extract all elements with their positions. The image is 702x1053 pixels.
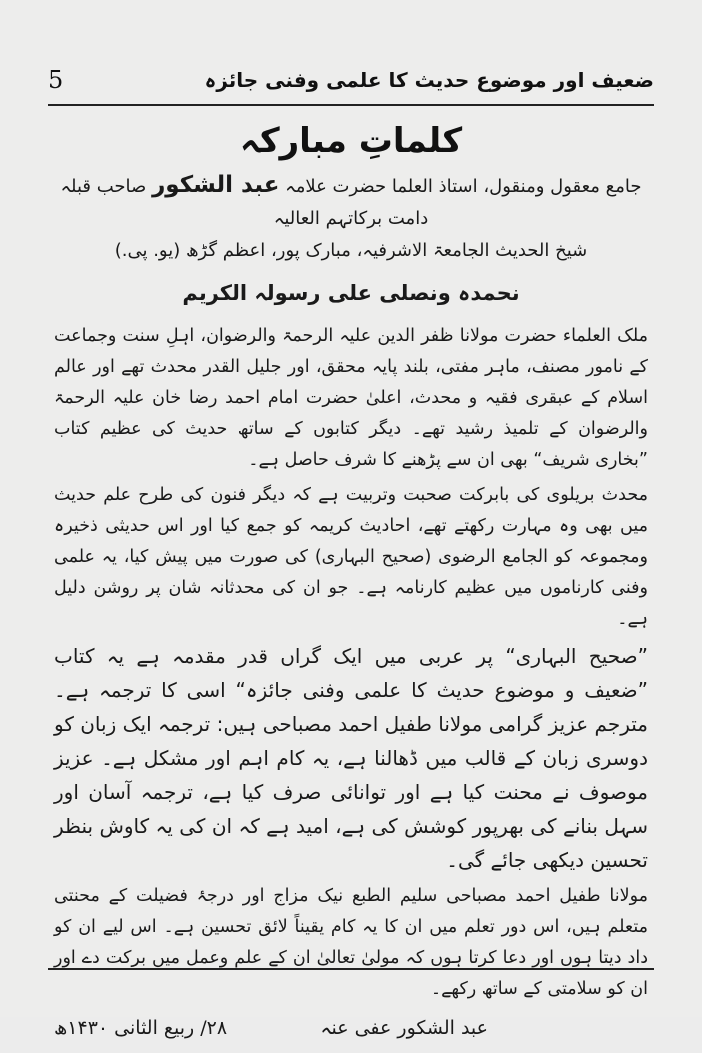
byline-name: عبد الشکور: [152, 172, 280, 198]
header-rule: [48, 104, 654, 106]
paragraph-3: ”صحیح البہاری“ پر عربی میں ایک گراں قدر مقدمہ ہے یہ کتاب ”ضعیف و موضوع حدیث کا علمی وفنی جائزہ“ اسی کا ترجمہ ہے۔ مترجم عزیز گرامی مولانا طفیل احمد مصباحی ہیں: ترجمہ ایک زبان کو دوسری زبان کے قالب میں ڈھالنا ہے، یہ کام اہم اور مشکل ہے۔ عزیز موصوف نے محنت کیا ہے اور توانائی صرف کیا ہے، ترجمہ آسان اور سہل بنانے کی بھرپور کوشش کی ہے، امید ہے کہ ان کی یہ کاوش بنظر تحسین دیکھی جائے گی۔: [54, 644, 648, 872]
author-byline: [54, 169, 648, 235]
paragraph-2: محدث بریلوی کی بابرکت صحبت وتربیت ہے کہ دیگر فنون کی طرح علم حدیث میں بھی وہ مہارت رکھتے تھے، احادیث کریمہ کو جمع کیا اور اس حدیثی ذخیرہ ومجموعہ کو الجامع الرضوی (صحیح البہاری) کی صورت میں پیش کیا، یہ علمی وفنی کارناموں میں عظیم کارنامہ ہے۔ جو ان کی محدثانہ شان پر روشن دلیل ہے۔: [54, 485, 648, 629]
page-content: [54, 120, 648, 1053]
byline-suffix: صاحب قبلہ دامت برکاتہم العالیہ: [60, 176, 429, 229]
page-number: 5: [48, 66, 64, 94]
page-header: [48, 66, 654, 102]
signature-name: عبد الشکور عفی عنہ: [320, 1017, 488, 1039]
paragraph-4: مولانا طفیل احمد مصباحی سلیم الطبع نیک مزاج اور درجۂ فضیلت کے محنتی متعلم ہیں، اس دور تعلم میں ان کا یہ کام یقیناً لائق تحسین ہے۔ اس لیے ان کو داد دیتا ہوں اور دعا کرتا ہوں کہ مولیٰ تعالیٰ ان کے علم وعمل میں برکت دے اور ان کو سلامتی کے ساتھ رکھے۔: [54, 886, 648, 999]
invocation: نحمدہ ونصلی علی رسولہ الکریم: [182, 281, 520, 305]
running-title: ضعیف اور موضوع حدیث کا علمی وفنی جائزہ: [204, 68, 654, 92]
signature-block: [54, 1017, 648, 1053]
paragraph-1: ملک العلماء حضرت مولانا ظفر الدین علیہ الرحمۃ والرضوان، اہلِ سنت وجماعت کے نامور مصنف، ماہر مفتی، بلند پایہ محقق، اور جلیل القدر محدث تھے اور عالم اسلام کے عبقری فقیہ و محدث، اعلیٰ حضرت امام احمد رضا خان علیہ الرحمۃ والرضوان کے تلمیذ رشید تھے۔ دیگر کتابوں کے ساتھ حدیث کی عظیم کتاب ”بخاری شریف“ بھی ان سے پڑھنے کا شرف حاصل ہے۔: [54, 326, 648, 470]
byline-prefix: جامع معقول ومنقول، استاذ العلما حضرت علامہ: [285, 176, 642, 197]
section-title: کلماتِ مبارکہ: [239, 121, 463, 161]
author-affiliation: شیخ الحدیث الجامعۃ الاشرفیہ، مبارک پور، اعظم گڑھ (یو. پی.): [114, 240, 588, 261]
signature-date: ۲۸/ ربیع الثانی ۱۴۳۰ھ: [54, 1017, 228, 1039]
footer-rule: [48, 968, 654, 970]
